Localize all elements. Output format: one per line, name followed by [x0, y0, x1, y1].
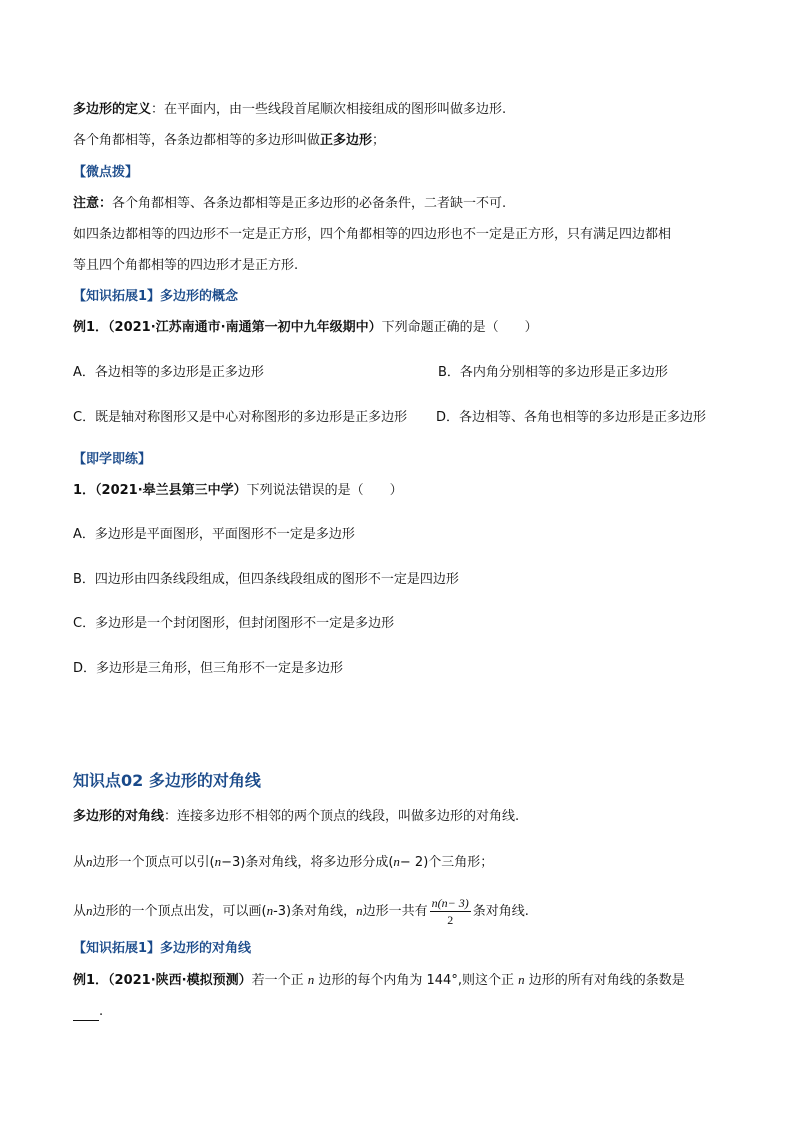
l2-b: 边形一个顶点可以引( [92, 855, 215, 870]
ext2-q-b: 边形的每个内角为 144°,则这个正 [314, 973, 519, 988]
practice-option-b: B．四边形由四条线段组成，但四条线段组成的图形不一定是四边形 [73, 572, 459, 587]
l3-g: 条对角线. [472, 904, 529, 919]
l2-a: 从 [73, 855, 87, 870]
answer-blank [73, 1008, 99, 1021]
definition-line [73, 101, 506, 119]
ext1-option-d: D．各边相等、各角也相等的多边形是正多边形 [436, 410, 707, 425]
practice-option-a: A．多边形是平面图形，平面图形不一定是多边形 [73, 527, 355, 542]
ext1-question [73, 319, 538, 337]
ext1-option-c: C．既是轴对称图形又是中心对称图形的多边形是正多边形 [73, 410, 408, 425]
l2-e: n [393, 854, 400, 869]
ext2-header: 【知识拓展1】多边形的对角线 [73, 941, 252, 956]
note-label: 注意： [73, 196, 113, 211]
note-line [73, 195, 506, 213]
section-title: 知识点02 多边形的对角线 [73, 771, 261, 790]
l3-f: 边形一共有 [362, 904, 428, 919]
ext2-q-a: 若一个正 [251, 973, 308, 988]
definition-text: ：在平面内，由一些线段首尾顺次相接组成的图形叫做多边形. [151, 102, 507, 117]
practice-option-c: C．多边形是一个封闭图形，但封闭图形不一定是多边形 [73, 616, 395, 631]
practice-question-text: 下列说法错误的是（ ） [246, 483, 403, 498]
ext2-tail: . [99, 1004, 104, 1019]
ext2-q-c: 边形的所有对角线的条数是 [524, 973, 685, 988]
l3-a: 从 [73, 904, 87, 919]
fraction-denominator: 2 [447, 913, 454, 927]
l2-n: n [86, 854, 93, 869]
tip-line-1: 如四条边都相等的四边形不一定是正方形，四个角都相等的四边形也不一定是正方形，只有满足四边都相 [73, 227, 672, 242]
practice-option-d: D．多边形是三角形，但三角形不一定是多边形 [73, 661, 344, 676]
l3-b: 边形的一个顶点出发，可以画( [92, 904, 267, 919]
ext2-answer-line [73, 1003, 103, 1021]
ext2-q-n: n [307, 972, 315, 987]
l2-d: −3)条对角线，将多边形分成( [221, 855, 394, 870]
practice-question [73, 482, 403, 500]
ext1-question-text: 下列命题正确的是（ ） [381, 320, 538, 335]
ext2-question [73, 971, 685, 990]
ext2-q-n2: n [518, 972, 525, 987]
l3-e: n [356, 903, 363, 918]
regular-polygon-text: 各个角都相等，各条边都相等的多边形叫做 [73, 133, 321, 148]
diagonal-line-2 [73, 853, 493, 872]
l3-d: -3)条对角线， [273, 904, 357, 919]
note-text: 各个角都相等、各条边都相等是正多边形的必备条件，二者缺一不可. [112, 196, 507, 211]
diagonal-line-3 [73, 892, 529, 931]
diagonal-term: 多边形的对角线 [73, 809, 165, 824]
l2-c: n [214, 854, 222, 869]
ext1-question-source: 例1．（2021·江苏南通市·南通第一初中九年级期中） [73, 320, 382, 335]
tip-header: 【微点拨】 [73, 165, 139, 180]
ext1-header: 【知识拓展1】多边形的概念 [73, 289, 239, 304]
tip-line-2: 等且四个角都相等的四边形才是正方形. [73, 258, 299, 273]
ext2-question-source: 例1．（2021·陕西·模拟预测） [73, 973, 252, 988]
fraction-numerator: n(n− 3) [431, 896, 469, 910]
l3-n: n [86, 903, 93, 918]
l2-f: − 2)个三角形； [399, 855, 494, 870]
diagonal-definition [73, 808, 519, 826]
ext1-option-b: B．各内角分别相等的多边形是正多边形 [438, 365, 668, 380]
practice-header: 【即学即练】 [73, 452, 152, 467]
l3-c: n [266, 903, 274, 918]
regular-polygon-line [73, 132, 385, 150]
regular-polygon-term: 正多边形 [320, 133, 373, 148]
diagonal-text: ：连接多边形不相邻的两个顶点的线段，叫做多边形的对角线. [164, 809, 520, 824]
ext1-option-a: A．各边相等的多边形是正多边形 [73, 365, 264, 380]
regular-polygon-punct: ； [372, 133, 386, 148]
definition-term: 多边形的定义 [73, 102, 152, 117]
practice-question-source: 1．（2021·皋兰县第三中学） [73, 483, 247, 498]
diagonal-count-fraction [430, 895, 471, 928]
